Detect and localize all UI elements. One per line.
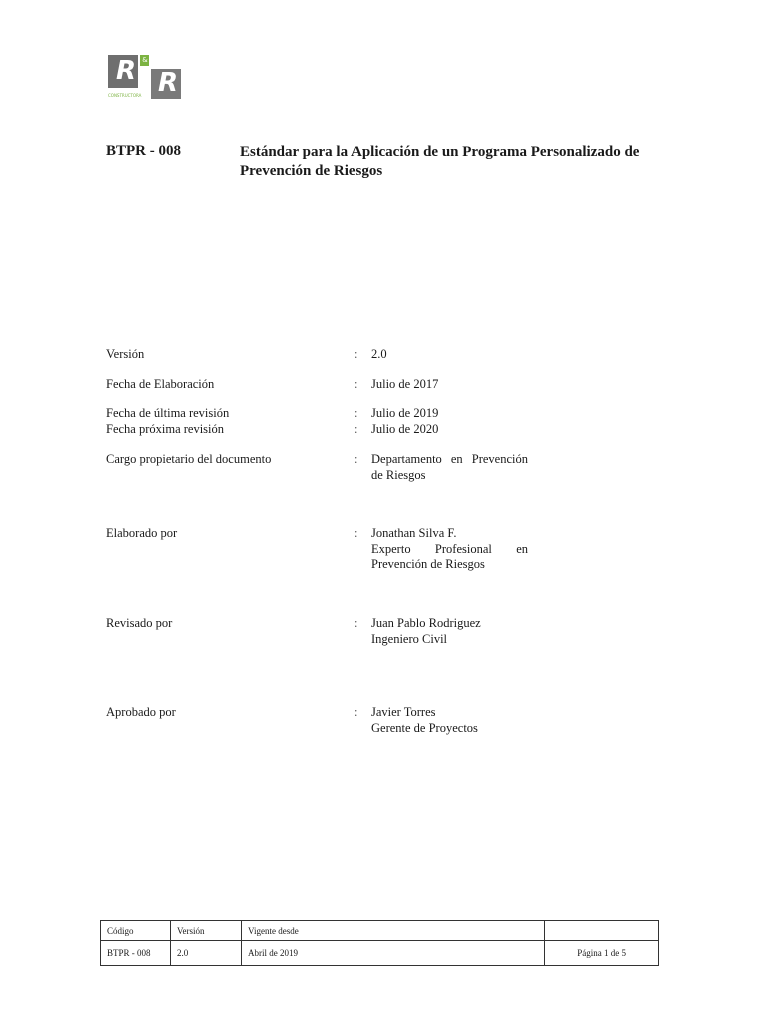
meta-label: Revisado por: [106, 616, 173, 630]
footer-table: [100, 920, 659, 966]
meta-value-line: Gerente de Proyectos: [371, 720, 478, 735]
footer-value-row: [101, 941, 659, 966]
footer-page-number: Página 1 de 5: [545, 941, 659, 966]
meta-value: Julio de 2017: [371, 377, 439, 391]
document-title-line1: Estándar para la Aplicación de un Programa Personalizado de: [240, 144, 640, 160]
document-title: [240, 143, 660, 181]
document-code: BTPR - 008: [106, 143, 181, 159]
footer-header-row: [101, 921, 659, 941]
meta-value-line: Jonathan Silva F.: [371, 526, 457, 540]
logo-letter-right: R: [158, 68, 179, 98]
meta-value: [371, 526, 528, 573]
meta-colon: :: [354, 377, 358, 391]
footer-value-cell: Abril de 2019: [242, 941, 545, 966]
company-logo: [108, 55, 182, 101]
meta-colon: :: [354, 526, 358, 540]
meta-colon: :: [354, 406, 358, 420]
meta-value: 2.0: [371, 347, 387, 361]
meta-label: Aprobado por: [106, 705, 176, 719]
meta-value: Julio de 2020: [371, 422, 439, 436]
logo-ampersand: &: [142, 56, 148, 64]
footer-header-cell: [545, 921, 659, 941]
meta-label: Versión: [106, 347, 145, 361]
meta-value-line: Juan Pablo Rodriguez: [371, 616, 481, 630]
meta-label: Fecha de última revisión: [106, 406, 230, 420]
logo-tagline: CONSTRUCTORA: [108, 93, 142, 98]
meta-label: Cargo propietario del documento: [106, 452, 272, 466]
meta-value-line: de Riesgos: [371, 467, 426, 482]
meta-value: [371, 452, 528, 483]
logo-letter-left: R: [116, 56, 137, 86]
meta-colon: :: [354, 452, 358, 466]
meta-value-line: Experto Profesional en: [371, 541, 528, 556]
meta-label: Fecha de Elaboración: [106, 377, 215, 391]
footer-header-cell: Código: [101, 921, 171, 941]
footer-header-cell: Vigente desde: [242, 921, 545, 941]
meta-colon: :: [354, 705, 358, 719]
meta-label: Elaborado por: [106, 526, 178, 540]
meta-colon: :: [354, 422, 358, 436]
footer-value-cell: 2.0: [171, 941, 242, 966]
footer-value-cell: BTPR - 008: [101, 941, 171, 966]
meta-value-line: Ingeniero Civil: [371, 631, 448, 646]
meta-colon: :: [354, 347, 358, 361]
meta-value: [371, 616, 528, 647]
meta-value: Julio de 2019: [371, 406, 439, 420]
meta-label: Fecha próxima revisión: [106, 422, 225, 436]
document-title-line2: Prevención de Riesgos: [240, 163, 383, 179]
meta-value-line: Departamento en Prevención: [371, 452, 528, 466]
footer-header-cell: Versión: [171, 921, 242, 941]
meta-value-line: Prevención de Riesgos: [371, 557, 485, 571]
meta-value: [371, 705, 528, 736]
meta-value-line: Javier Torres: [371, 705, 436, 719]
meta-colon: :: [354, 616, 358, 630]
